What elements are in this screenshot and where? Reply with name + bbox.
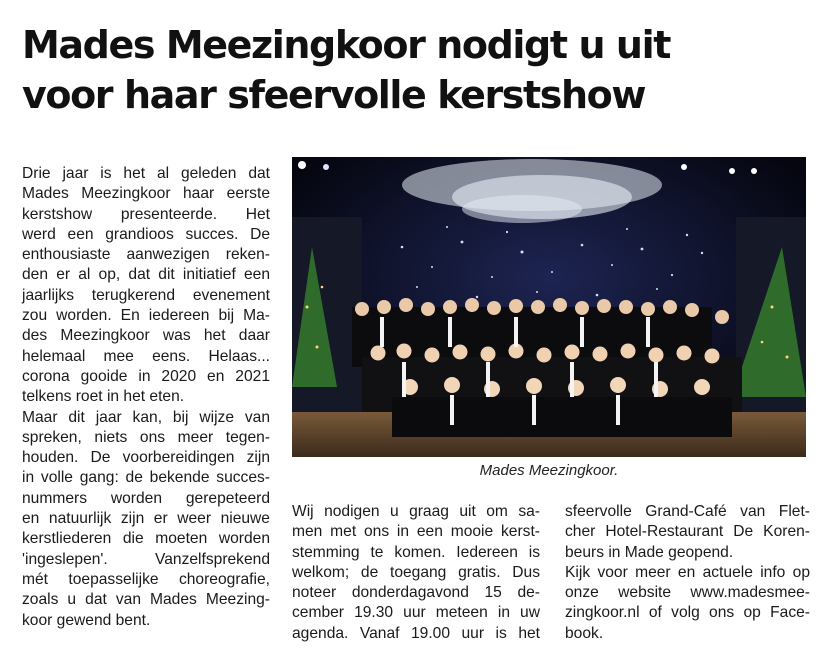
headline-line-2: voor haar sfeervolle kerstshow bbox=[22, 73, 646, 117]
text-line: Mades Meezingkoor haar eerste bbox=[22, 185, 270, 203]
text-line: enthousiaste aanwezigen reken- bbox=[22, 246, 270, 264]
text-line: beurs in Made geopend. bbox=[565, 543, 734, 561]
text-line: Drie jaar is het al geleden dat bbox=[22, 165, 270, 182]
text-line: men met ons in een mooie kerst- bbox=[292, 523, 540, 541]
text-line: den er al op, dat dit initiatief een bbox=[22, 266, 270, 284]
photo-caption: Mades Meezingkoor. bbox=[479, 462, 619, 479]
choir-photo bbox=[292, 157, 806, 457]
text-line: helemaal mee eens. Helaas... bbox=[22, 347, 270, 365]
text-line: cember 19.30 uur meteen in uw bbox=[292, 604, 540, 622]
article-headline bbox=[22, 20, 812, 120]
text-line: koor gewend bent. bbox=[22, 611, 151, 629]
text-line: telkens roet in het eten. bbox=[22, 388, 185, 406]
text-line: Maar dit jaar kan, bij wijze van bbox=[22, 408, 270, 426]
text-line: stemming te komen. Iedereen is bbox=[292, 543, 540, 561]
text-line: zou worden. En iedereen bij Ma- bbox=[22, 307, 270, 325]
text-line: des Meezingkoor was het daar bbox=[22, 327, 270, 345]
text-line: cher Hotel-Restaurant De Koren- bbox=[565, 523, 810, 541]
text-line: jaarlijks terugkerend evenement bbox=[22, 286, 270, 304]
text-line: book. bbox=[565, 624, 604, 642]
text-line: onze website www.madesmee- bbox=[565, 584, 810, 602]
text-line: in volle gang: de bekende succes- bbox=[22, 469, 270, 487]
text-line: Wij nodigen u graag uit om sa- bbox=[292, 503, 540, 520]
text-line: kerstliederen die moeten worden bbox=[22, 530, 270, 548]
text-line: corona gooide in 2020 en 2021 bbox=[22, 367, 270, 385]
text-line: mét toepasselijke choreografie, bbox=[22, 570, 270, 588]
choir-photo-illustration bbox=[292, 157, 806, 457]
text-line: werd een grandioos succes. De bbox=[22, 225, 270, 243]
text-line: en natuurlijk zijn er weer nieuwe bbox=[22, 510, 270, 528]
text-line: zingkoor.nl of volg ons op Face- bbox=[565, 604, 810, 622]
text-line: kerstshow presenteerde. Het bbox=[22, 205, 270, 223]
text-line: zoals u dat van Mades Meezing- bbox=[22, 591, 270, 609]
text-line: houden. De voorbereidingen zijn bbox=[22, 449, 270, 467]
text-line: spreken, niets ons meer tegen- bbox=[22, 428, 270, 446]
text-line: sfeervolle Grand-Café van Flet- bbox=[565, 503, 810, 520]
text-line: Kijk voor meer en actuele info op bbox=[565, 563, 810, 581]
text-line: 'ingeslepen'. Vanzelfsprekend bbox=[22, 550, 270, 568]
text-line: welkom; de toegang gratis. Dus bbox=[292, 563, 540, 581]
article-column-2 bbox=[292, 502, 540, 644]
text-line: noteer donderdagavond 15 de- bbox=[292, 584, 540, 602]
text-line: nummers worden gerepeteerd bbox=[22, 489, 270, 507]
article-column-1 bbox=[22, 164, 270, 631]
headline-line-1: Mades Meezingkoor nodigt u uit bbox=[22, 23, 670, 67]
article-column-3 bbox=[565, 502, 810, 644]
text-line: agenda. Vanaf 19.00 uur is het bbox=[292, 624, 540, 642]
